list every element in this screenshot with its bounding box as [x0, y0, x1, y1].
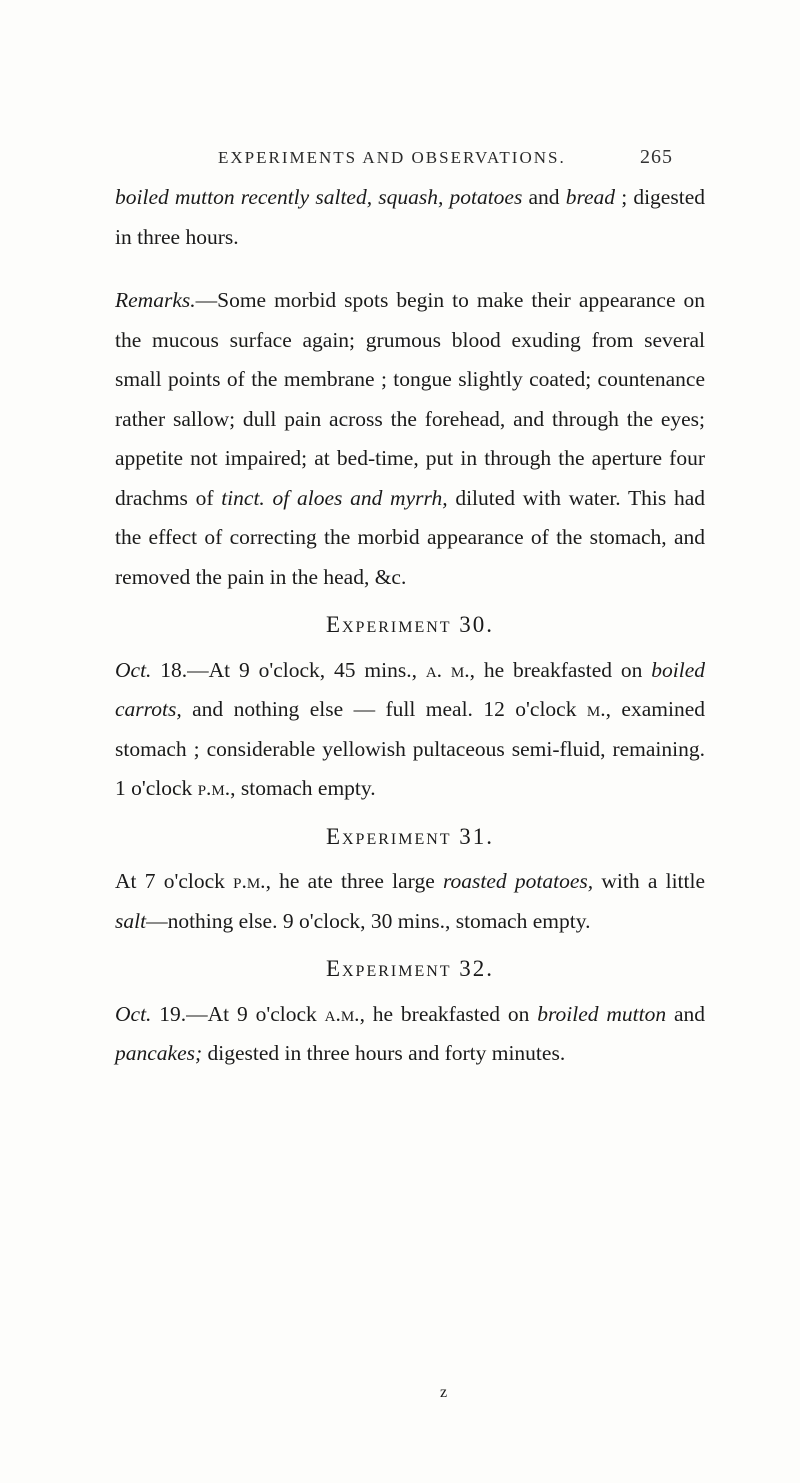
- text-run: diluted with water. This had the effect of correcting the morbid appearance of the stomach, and removed the pain in the head, &c.: [115, 485, 706, 589]
- text-run: and: [666, 1001, 706, 1026]
- remarks-paragraph: [115, 281, 705, 597]
- experiment-31-text: [115, 862, 705, 941]
- text-run: —Some morbid spots begin to make their appearance on the mucous surface again; grumous blood exuding from several small points of the membrane ; tongue slightly coated; countenance rather sallow; dull pain across the forehead, and through the eyes; appetite not impaired; at bed-time, put in through the aperture four drachms of: [115, 288, 705, 510]
- time-abbrev: a.m.: [324, 1001, 360, 1026]
- text-run: 19.—At 9 o'clock: [151, 1001, 325, 1026]
- time-abbrev: p.m.: [197, 776, 231, 800]
- paragraph-continued: [115, 178, 705, 257]
- page-body: [115, 178, 705, 1074]
- experiment-32-heading: Experiment 32.: [325, 956, 495, 981]
- experiment-32-text: [115, 995, 705, 1074]
- experiment-31-heading: Experiment 31.: [325, 823, 495, 849]
- text-run: and nothing else — full meal. 12 o'clock: [181, 697, 587, 721]
- time-abbrev: a. m.: [425, 657, 470, 682]
- text-run: , examined stomach ; considerable yellowish pultaceous semi-fluid, remaining. 1 o'clock: [115, 697, 705, 800]
- text-run: , stomach empty.: [230, 776, 376, 800]
- signature-mark: z: [440, 1384, 448, 1401]
- page-number: 265: [640, 146, 673, 168]
- italic-food: boiled carrots,: [115, 657, 706, 721]
- text-run: ; digested in three hours.: [115, 185, 705, 249]
- italic-tincture: tinct. of aloes and myrrh,: [221, 485, 448, 510]
- text-run: , he breakfasted on: [359, 1001, 538, 1026]
- italic-bread: bread: [565, 185, 616, 209]
- text-run: with a little: [593, 869, 706, 893]
- italic-foods: boiled mutton recently salted, squash, potatoes: [115, 185, 523, 209]
- italic-food: roasted potatoes,: [442, 869, 594, 893]
- running-title: EXPERIMENTS AND OBSERVATIONS.: [218, 148, 566, 167]
- page-header: [0, 142, 800, 172]
- text-run: digested in three hours and forty minutes.: [202, 1041, 566, 1065]
- text-run: and: [522, 185, 566, 209]
- text-run: —nothing else. 9 o'clock, 30 mins., stomach empty.: [146, 908, 591, 933]
- italic-food: pancakes;: [115, 1041, 203, 1065]
- experiment-30-text: [115, 651, 705, 809]
- date-abbrev: Oct.: [115, 1001, 152, 1026]
- text-run: , he breakfasted on: [469, 657, 652, 682]
- time-abbrev: m.: [586, 697, 606, 721]
- text-run: 18.—At 9 o'clock, 45 mins.,: [151, 657, 426, 682]
- remarks-label: Remarks.: [115, 288, 196, 312]
- text-run: , he ate three large: [265, 869, 443, 893]
- date-abbrev: Oct.: [115, 657, 152, 682]
- italic-food: broiled mutton: [537, 1001, 667, 1026]
- italic-salt: salt: [115, 908, 147, 933]
- experiment-30-heading: Experiment 30.: [325, 612, 495, 637]
- time-abbrev: p.m.: [233, 869, 266, 893]
- text-run: At 7 o'clock: [115, 869, 234, 893]
